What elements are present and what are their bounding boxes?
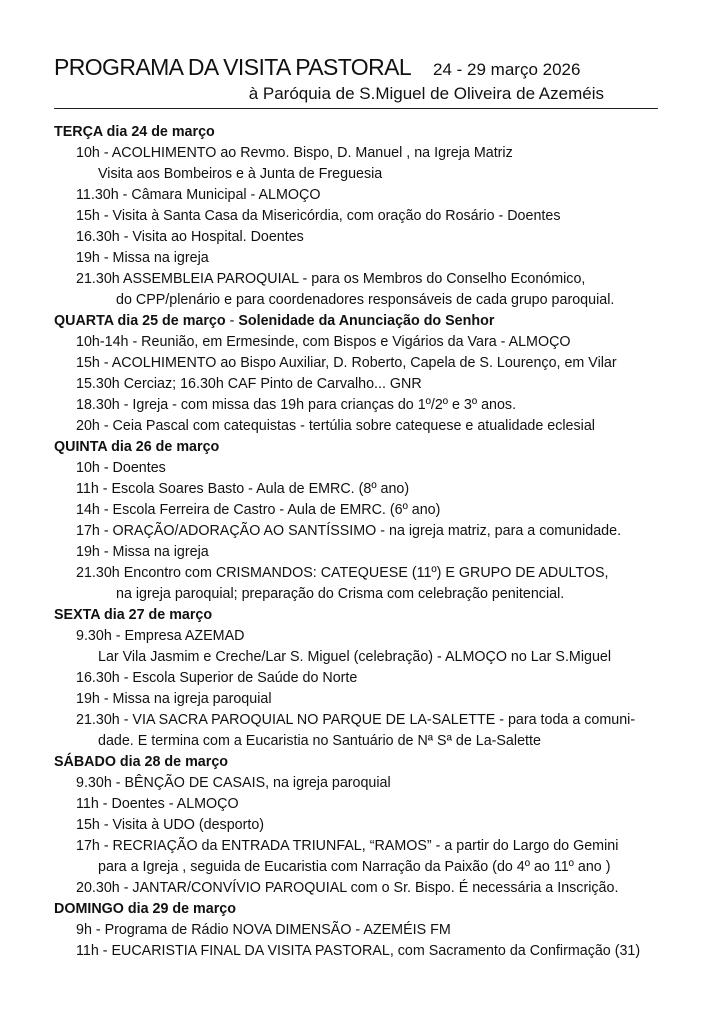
schedule-item (54, 710, 694, 752)
visit-dates: 24 - 29 março 2026 (433, 60, 581, 79)
schedule-line-continuation: Visita aos Bombeiros e à Junta de Freguesia (98, 166, 383, 182)
schedule-item (54, 479, 694, 500)
schedule-item (54, 269, 694, 311)
schedule-line: 18.30h - Igreja - com missa das 19h para crianças do 1º/2º e 3º anos. (76, 397, 517, 413)
schedule-line: 9.30h - Empresa AZEMAD (76, 628, 245, 644)
schedule-item (54, 332, 694, 353)
schedule-item (54, 542, 694, 563)
schedule-line-continuation: do CPP/plenário e para coordenadores responsáveis de cada grupo paroquial. (116, 292, 615, 308)
schedule-line-continuation: para a Igreja , seguida de Eucaristia com Narração da Paixão (do 4º ao 11º ano ) (98, 859, 611, 875)
day-heading (54, 311, 694, 332)
schedule-item (54, 668, 694, 689)
schedule-line: 9h - Programa de Rádio NOVA DIMENSÃO - AZEMÉIS FM (76, 922, 451, 938)
day-section (54, 899, 694, 962)
schedule-line: 14h - Escola Ferreira de Castro - Aula de EMRC. (6º ano) (76, 502, 441, 518)
schedule-item (54, 920, 694, 941)
schedule-item (54, 878, 694, 899)
schedule-line: 15h - Visita à UDO (desporto) (76, 817, 265, 833)
schedule-line: 21.30h Encontro com CRISMANDOS: CATEQUESE (11º) E GRUPO DE ADULTOS, (76, 565, 609, 581)
schedule-item (54, 836, 694, 878)
day-name: QUARTA dia 25 de março (54, 313, 226, 329)
day-section (54, 311, 694, 437)
schedule-line: 11h - Escola Soares Basto - Aula de EMRC. (8º ano) (76, 481, 410, 497)
schedule-line-continuation: dade. E termina com a Eucaristia no Santuário de Nª Sª de La-Salette (98, 733, 541, 749)
schedule-item (54, 563, 694, 605)
schedule-line: 19h - Missa na igreja paroquial (76, 691, 272, 707)
schedule-line: 19h - Missa na igreja (76, 544, 209, 560)
schedule-item (54, 395, 694, 416)
schedule-item (54, 521, 694, 542)
schedule-line: 16.30h - Escola Superior de Saúde do Norte (76, 670, 358, 686)
schedule-line: 10h-14h - Reunião, em Ermesinde, com Bispos e Vigários da Vara - ALMOÇO (76, 334, 571, 350)
program-schedule (54, 122, 694, 962)
title-row (54, 54, 658, 81)
schedule-line: 10h - ACOLHIMENTO ao Revmo. Bispo, D. Manuel , na Igreja Matriz (76, 145, 513, 161)
schedule-item (54, 689, 694, 710)
schedule-line: 17h - RECRIAÇÃO da ENTRADA TRIUNFAL, “RAMOS” - a partir do Largo do Gemini (76, 838, 619, 854)
document-header (54, 54, 658, 104)
schedule-item (54, 353, 694, 374)
header-rule (54, 108, 658, 109)
schedule-item (54, 185, 694, 206)
schedule-item (54, 815, 694, 836)
schedule-item (54, 206, 694, 227)
schedule-line: 10h - Doentes (76, 460, 166, 476)
schedule-item (54, 143, 694, 185)
day-solemnity: Solenidade da Anunciação do Senhor (238, 313, 495, 329)
schedule-line: 9.30h - BÊNÇÃO DE CASAIS, na igreja paroquial (76, 775, 391, 791)
schedule-line-continuation: na igreja paroquial; preparação do Crisma com celebração penitencial. (116, 586, 565, 602)
schedule-item (54, 227, 694, 248)
schedule-line: 20.30h - JANTAR/CONVÍVIO PAROQUIAL com o Sr. Bispo. É necessária a Inscrição. (76, 880, 619, 896)
day-heading (54, 899, 694, 920)
day-section (54, 122, 694, 311)
schedule-line: 16.30h - Visita ao Hospital. Doentes (76, 229, 304, 245)
schedule-line: 11.30h - Câmara Municipal - ALMOÇO (76, 187, 321, 203)
schedule-line: 21.30h - VIA SACRA PAROQUIAL NO PARQUE DE LA-SALETTE - para toda a comuni- (76, 712, 636, 728)
schedule-item (54, 626, 694, 668)
schedule-line: 20h - Ceia Pascal com catequistas - tertúlia sobre catequese e atualidade eclesial (76, 418, 595, 434)
day-section (54, 752, 694, 899)
day-name: TERÇA dia 24 de março (54, 124, 215, 140)
day-heading (54, 122, 694, 143)
schedule-item (54, 500, 694, 521)
schedule-line: 17h - ORAÇÃO/ADORAÇÃO AO SANTÍSSIMO - na igreja matriz, para a comunidade. (76, 523, 622, 539)
day-section (54, 605, 694, 752)
day-name: SEXTA dia 27 de março (54, 607, 213, 623)
schedule-line: 11h - EUCARISTIA FINAL DA VISITA PASTORAL, com Sacramento da Confirmação (31) (76, 943, 641, 959)
day-separator: - (225, 313, 239, 329)
day-name: SÁBADO dia 28 de março (54, 754, 228, 770)
schedule-line-continuation: Lar Vila Jasmim e Creche/Lar S. Miguel (celebração) - ALMOÇO no Lar S.Miguel (98, 649, 612, 665)
schedule-line: 21.30h ASSEMBLEIA PAROQUIAL - para os Membros do Conselho Económico, (76, 271, 586, 287)
schedule-line: 15.30h Cerciaz; 16.30h CAF Pinto de Carvalho... GNR (76, 376, 422, 392)
page-title: PROGRAMA DA VISITA PASTORAL (54, 54, 412, 80)
day-heading (54, 605, 694, 626)
day-section (54, 437, 694, 605)
day-name: DOMINGO dia 29 de março (54, 901, 236, 917)
schedule-item (54, 941, 694, 962)
schedule-line: 15h - Visita à Santa Casa da Misericórdia, com oração do Rosário - Doentes (76, 208, 561, 224)
schedule-item (54, 248, 694, 269)
day-heading (54, 437, 694, 458)
schedule-line: 15h - ACOLHIMENTO ao Bispo Auxiliar, D. Roberto, Capela de S. Lourenço, em Vilar (76, 355, 617, 371)
schedule-item (54, 458, 694, 479)
schedule-item (54, 794, 694, 815)
schedule-line: 19h - Missa na igreja (76, 250, 209, 266)
parish-subtitle: à Paróquia de S.Miguel de Oliveira de Azeméis (248, 84, 604, 103)
day-heading (54, 752, 694, 773)
schedule-item (54, 416, 694, 437)
schedule-item (54, 374, 694, 395)
day-name: QUINTA dia 26 de março (54, 439, 220, 455)
schedule-line: 11h - Doentes - ALMOÇO (76, 796, 239, 812)
schedule-item (54, 773, 694, 794)
